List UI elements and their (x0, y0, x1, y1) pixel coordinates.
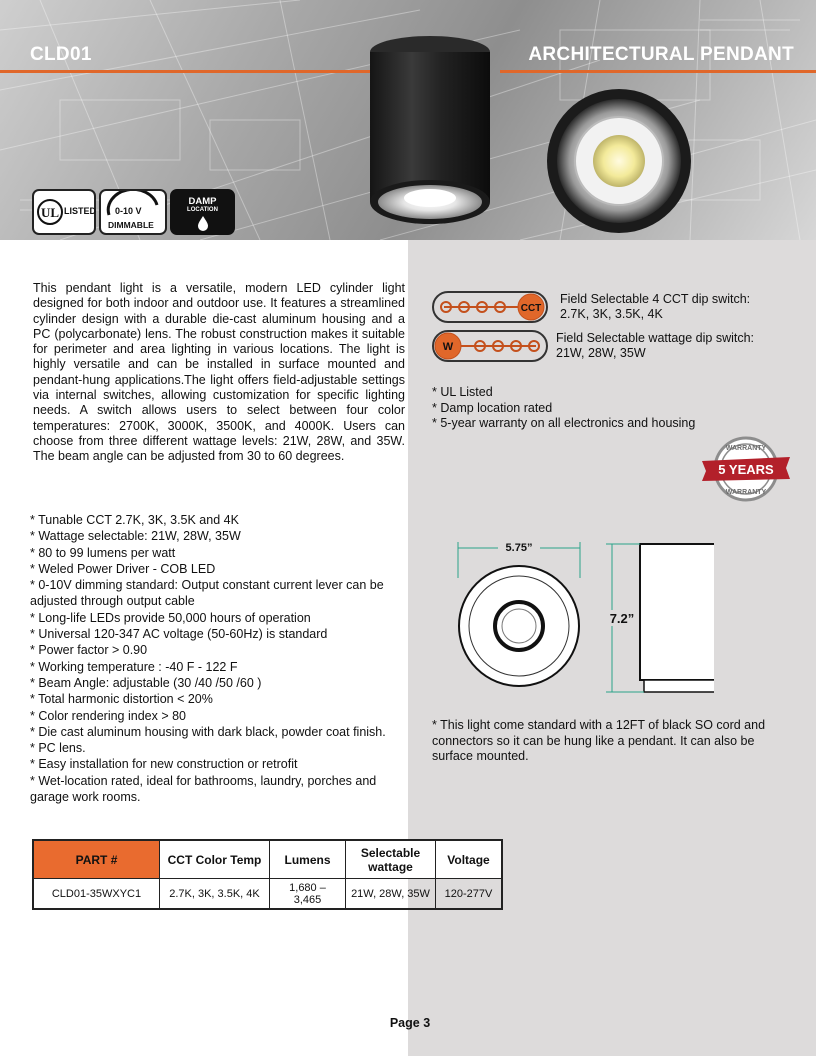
feature-item: * Wet-location rated, ideal for bathrooms, laundry, porches and garage work rooms. (30, 773, 377, 805)
wattage-dip-label (556, 331, 754, 361)
product-description: This pendant light is a versatile, modern LED cylinder light designed for both indoor and outdoor use. It features a streamlined cylinder design with a durable die-cast aluminum housing and a PC (polycarbonate) lens. The robust construction makes it suitable for perimeter and area lighting in various locations. The light is highly versatile and can be installed in surface mounted and pendant-hung applications.The light offers field-adjustable settings via internal switches, allowing customization for specific lighting needs. A switch allows users to select between four color temperatures: 2700K, 3000K, 3500K, and 4000K. Users can choose from three different wattage levels: 21W, 28W, and 35W. The beam angle can be adjusted from 30 to 60 degrees. (33, 281, 405, 464)
feature-list (30, 512, 402, 805)
table-header-row (34, 841, 502, 879)
damp-location-badge (170, 189, 235, 235)
feature-item: * Die cast aluminum housing with dark black, powder coat finish. (30, 724, 386, 739)
feature-item: * Total harmonic distortion < 20% (30, 692, 213, 707)
svg-text:UL: UL (40, 205, 60, 220)
wattage-dip-values: 21W, 28W, 35W (556, 346, 646, 360)
table-cell: 120-277V (436, 879, 502, 909)
height-label: 7.2” (609, 611, 635, 626)
feature-item: * Universal 120-347 AC voltage (50-60Hz) is standard (30, 627, 328, 642)
column-header: Selectable wattage (346, 841, 436, 879)
cord-note: * This light come standard with a 12FT of black SO cord and connectors so it can be hung like a pendant. It can also be surface mounted. (432, 718, 766, 763)
cct-tag: CCT (520, 303, 542, 314)
dimmable-label: DIMMABLE (108, 220, 154, 230)
feature-item: * Wattage selectable: 21W, 28W, 35W (30, 529, 241, 544)
column-header: CCT Color Temp (160, 841, 270, 879)
feature-item: * Easy installation for new construction or retrofit (30, 757, 298, 772)
table-cell: CLD01-35WXYC1 (34, 879, 160, 909)
header-banner (0, 0, 816, 240)
feature-item: * 0-10V dimming standard: Output constant current lever can be adjusted through output cable (30, 578, 384, 609)
wattage-dip-switch-icon (432, 330, 548, 362)
feature-item: * Tunable CCT 2.7K, 3K, 3.5K and 4K (30, 513, 239, 527)
watt-tag: W (442, 341, 454, 353)
warranty-years-text: 5 YEARS (718, 462, 774, 477)
dimmable-badge (99, 189, 167, 235)
cct-dip-values: 2.7K, 3K, 3.5K, 4K (560, 307, 663, 321)
wattage-dip-title: Field Selectable wattage dip switch: (556, 331, 755, 345)
damp-label: DAMP (188, 196, 217, 207)
cct-dip-switch-icon (432, 291, 548, 323)
feature-item: * Long-life LEDs provide 50,000 hours of operation (30, 610, 311, 625)
table-cell: 1,680 – 3,465 (270, 879, 346, 909)
warranty-seal-icon (700, 435, 792, 503)
cct-dip-label (560, 292, 750, 322)
column-header: Lumens (270, 841, 346, 879)
certification-list (432, 385, 695, 432)
column-header: PART # (34, 841, 160, 879)
ul-listed-label: LISTED (64, 206, 97, 216)
dimming-range-label: 0-10 V (115, 206, 142, 216)
feature-item: * Beam Angle: adjustable (30 /40 /50 /60 ) (30, 675, 262, 690)
table-cell: 21W, 28W, 35W (346, 879, 436, 909)
pendant-bottom-view-image (544, 86, 694, 236)
diameter-label: 5.75” (505, 542, 533, 554)
water-drop-icon (196, 215, 210, 231)
table-row (34, 879, 502, 909)
header-accent-rule-left (0, 70, 370, 73)
feature-item: * Weled Power Driver - COB LED (30, 561, 216, 576)
certification-item: * UL Listed (432, 385, 493, 399)
feature-item: * Working temperature : -40 F - 122 F (30, 659, 238, 674)
feature-item: * Color rendering index > 80 (30, 708, 186, 723)
warranty-top-text: WARRANTY (725, 445, 767, 452)
product-category: ARCHITECTURAL PENDANT (528, 44, 794, 65)
spec-table (33, 840, 502, 909)
feature-item: * PC lens. (30, 741, 86, 756)
feature-item: * 80 to 99 lumens per watt (30, 545, 176, 560)
ul-listed-badge (32, 189, 96, 235)
warranty-bottom-text: WARRANTY (725, 489, 767, 496)
dimension-drawing (452, 538, 714, 696)
header-accent-rule-right (500, 70, 816, 73)
certification-item: * Damp location rated (432, 400, 553, 415)
feature-item: * Power factor > 0.90 (30, 643, 148, 658)
page-number: Page 3 (389, 1016, 431, 1030)
cct-dip-title: Field Selectable 4 CCT dip switch: (560, 292, 751, 306)
product-code: CLD01 (30, 44, 92, 65)
certification-item: * 5-year warranty on all electronics and housing (432, 416, 696, 430)
location-label: LOCATION (187, 207, 218, 213)
table-cell: 2.7K, 3K, 3.5K, 4K (160, 879, 270, 909)
pendant-product-image (360, 30, 500, 240)
column-header: Voltage (436, 841, 502, 879)
